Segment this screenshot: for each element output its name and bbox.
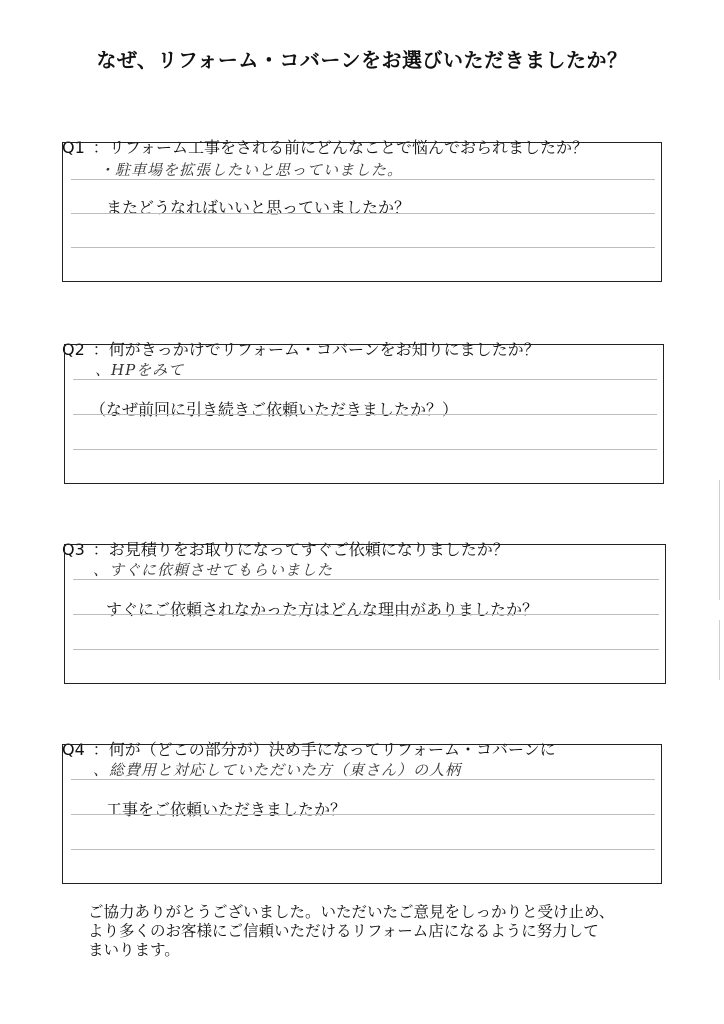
- question-2-number: Q2: [62, 340, 85, 359]
- question-2-line-2: （なぜ前回に引き続きご依頼いただきましたか？）: [90, 400, 459, 419]
- scan-artifact: [719, 480, 720, 600]
- question-1-line-1: ：リフォーム工事をされる前にどんなことで悩んでおられましたか？: [92, 138, 588, 157]
- question-1-line-2: またどうなればいいと思っていましたか？: [90, 198, 411, 217]
- question-4-line-1: ：何が（どこの部分が）決め手になってリフォーム・コバーンに: [92, 740, 556, 759]
- answer-line: [71, 247, 655, 248]
- answer-box-1[interactable]: [62, 142, 662, 282]
- closing-line-2: より多くのお客様にご信頼いただけるリフォーム店になるように努力して: [88, 922, 599, 940]
- closing-line-3: まいります。: [88, 941, 180, 959]
- scan-artifact: [719, 620, 720, 680]
- question-1-number: Q1: [62, 138, 85, 157]
- answer-line: [73, 614, 659, 615]
- question-3-line-1: ：お見積りをお取りになってすぐご依頼になりましたか？: [92, 540, 509, 559]
- answer-line: [71, 814, 655, 815]
- answer-line: [71, 213, 655, 214]
- question-4-number: Q4: [62, 740, 85, 759]
- answer-box-2[interactable]: [64, 344, 664, 484]
- answer-2-text: 、HPをみて: [95, 361, 185, 379]
- answer-line: [73, 449, 657, 450]
- answer-line: [71, 849, 655, 850]
- answer-box-4[interactable]: [62, 744, 662, 884]
- page-title: なぜ、リフォーム・コバーンをお選びいただきましたか？: [96, 48, 628, 72]
- question-3-number: Q3: [62, 540, 85, 559]
- answer-3-text: 、すぐに依頼させてもらいました: [93, 561, 334, 579]
- closing-message: [88, 903, 688, 960]
- closing-line-1: ご協力ありがとうございました。いただいたご意見をしっかりと受け止め、: [88, 903, 615, 921]
- answer-4-text: 、総費用と対応していただいた方（東さん）の人柄: [93, 761, 462, 779]
- answer-box-3[interactable]: [64, 544, 666, 684]
- question-3-line-2: すぐにご依頼されなかった方はどんな理由がありましたか？: [90, 600, 539, 619]
- question-4-line-2: 工事をご依頼いただきましたか？: [90, 800, 347, 819]
- answer-line: [73, 649, 659, 650]
- question-2-line-1: ：何がきっかけでリフォーム・コバーンをお知りにましたか？: [92, 340, 540, 359]
- answer-1-text: ・駐車場を拡張したいと思っていました。: [99, 161, 404, 179]
- answer-line: [73, 414, 657, 415]
